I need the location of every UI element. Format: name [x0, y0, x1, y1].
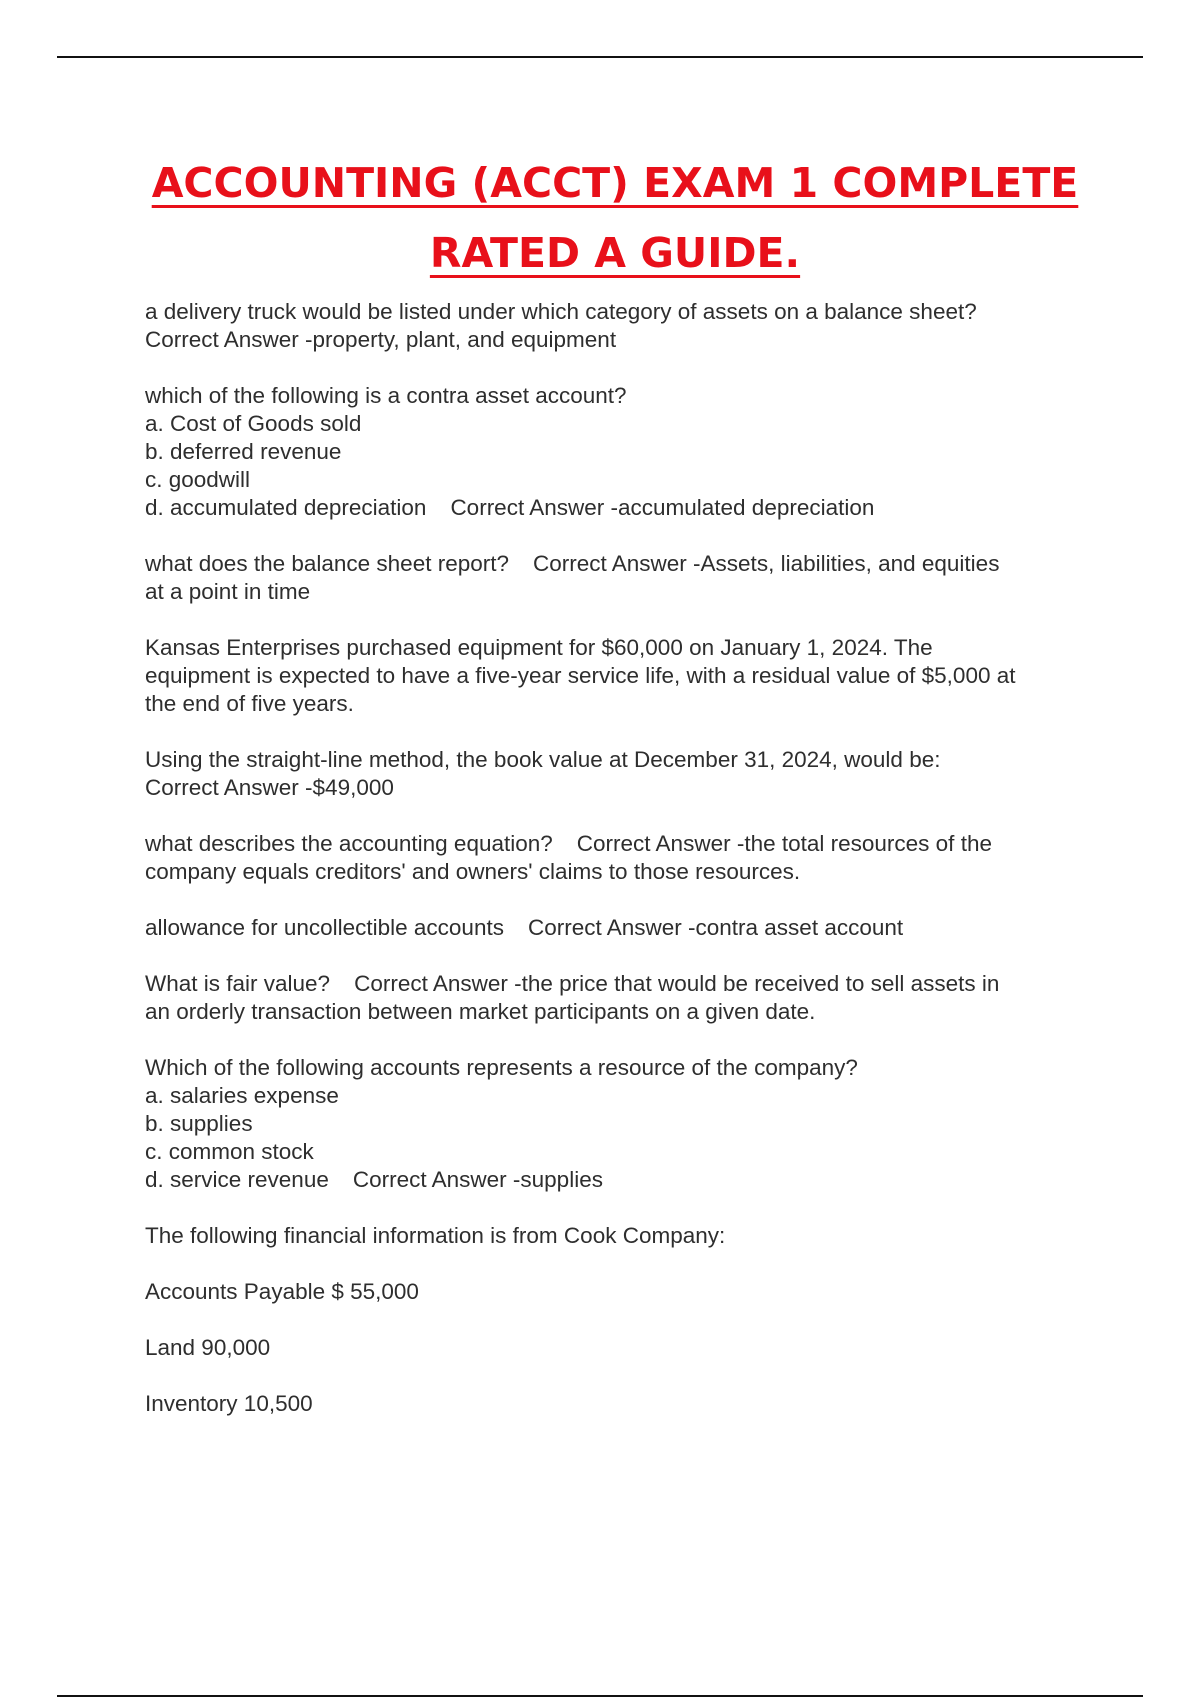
- option-c: c. common stock: [145, 1139, 314, 1164]
- answer-text: Correct Answer -Assets, liabilities, and equities: [533, 551, 1000, 576]
- option-c: c. goodwill: [145, 467, 251, 492]
- option-b: b. deferred revenue: [145, 439, 342, 464]
- answer-continuation: an orderly transaction between market participants on a given date.: [145, 999, 816, 1024]
- answer-continuation: at a point in time: [145, 579, 311, 604]
- info-text: The following financial information is from Cook Company:: [145, 1223, 726, 1248]
- accounts-payable-line: Accounts Payable $ 55,000: [145, 1279, 419, 1304]
- problem-statement: [145, 634, 1105, 718]
- info-line: [145, 1334, 1105, 1362]
- qa-item: [145, 298, 1105, 354]
- answer-text: Correct Answer -supplies: [352, 1167, 603, 1192]
- answer-text: Correct Answer -property, plant, and equipment: [145, 327, 617, 352]
- problem-line-2: equipment is expected to have a five-year service life, with a residual value of $5,000 at: [145, 663, 1016, 688]
- document-title: [100, 148, 1130, 288]
- question-text: allowance for uncollectible accounts: [145, 915, 504, 940]
- qa-item: [145, 970, 1105, 1026]
- answer-text: Correct Answer -$49,000: [145, 775, 394, 800]
- option-d: d. service revenue: [145, 1167, 329, 1192]
- answer-text: Correct Answer -the total resources of the: [576, 831, 992, 856]
- option-b: b. supplies: [145, 1111, 253, 1136]
- question-text: Using the straight-line method, the book value at December 31, 2024, would be:: [145, 747, 941, 772]
- option-d: d. accumulated depreciation: [145, 495, 427, 520]
- option-a: a. Cost of Goods sold: [145, 411, 362, 436]
- qa-item: [145, 550, 1105, 606]
- qa-item: [145, 1054, 1105, 1194]
- question-line: [145, 914, 1105, 942]
- option-d-line: [145, 1166, 1105, 1194]
- inventory-line: Inventory 10,500: [145, 1391, 313, 1416]
- title-line-2: RATED A GUIDE.: [429, 229, 801, 277]
- bottom-rule: [57, 1695, 1143, 1697]
- title-line-1: ACCOUNTING (ACCT) EXAM 1 COMPLETE: [151, 159, 1079, 207]
- land-line: Land 90,000: [145, 1335, 271, 1360]
- qa-item: [145, 914, 1105, 942]
- question-text: which of the following is a contra asset account?: [145, 383, 627, 408]
- question-line: [145, 970, 1105, 998]
- question-text: Which of the following accounts represents a resource of the company?: [145, 1055, 858, 1080]
- option-d-line: [145, 494, 1105, 522]
- info-line: [145, 1278, 1105, 1306]
- info-line: [145, 1222, 1105, 1250]
- qa-item: [145, 746, 1105, 802]
- question-text: a delivery truck would be listed under which category of assets on a balance sheet?: [145, 299, 977, 324]
- qa-item: [145, 382, 1105, 522]
- answer-text: Correct Answer -the price that would be received to sell assets in: [354, 971, 1000, 996]
- problem-line-3: the end of five years.: [145, 691, 354, 716]
- question-text: What is fair value?: [145, 971, 331, 996]
- document-body: [145, 298, 1105, 1446]
- info-line: [145, 1390, 1105, 1418]
- question-text: what does the balance sheet report?: [145, 551, 509, 576]
- qa-item: [145, 830, 1105, 886]
- question-line: [145, 550, 1105, 578]
- answer-text: Correct Answer -accumulated depreciation: [450, 495, 875, 520]
- answer-continuation: company equals creditors' and owners' claims to those resources.: [145, 859, 801, 884]
- option-a: a. salaries expense: [145, 1083, 339, 1108]
- problem-line-1: Kansas Enterprises purchased equipment for $60,000 on January 1, 2024. The: [145, 635, 933, 660]
- question-line: [145, 830, 1105, 858]
- top-rule: [57, 56, 1143, 58]
- question-text: what describes the accounting equation?: [145, 831, 553, 856]
- answer-text: Correct Answer -contra asset account: [527, 915, 904, 940]
